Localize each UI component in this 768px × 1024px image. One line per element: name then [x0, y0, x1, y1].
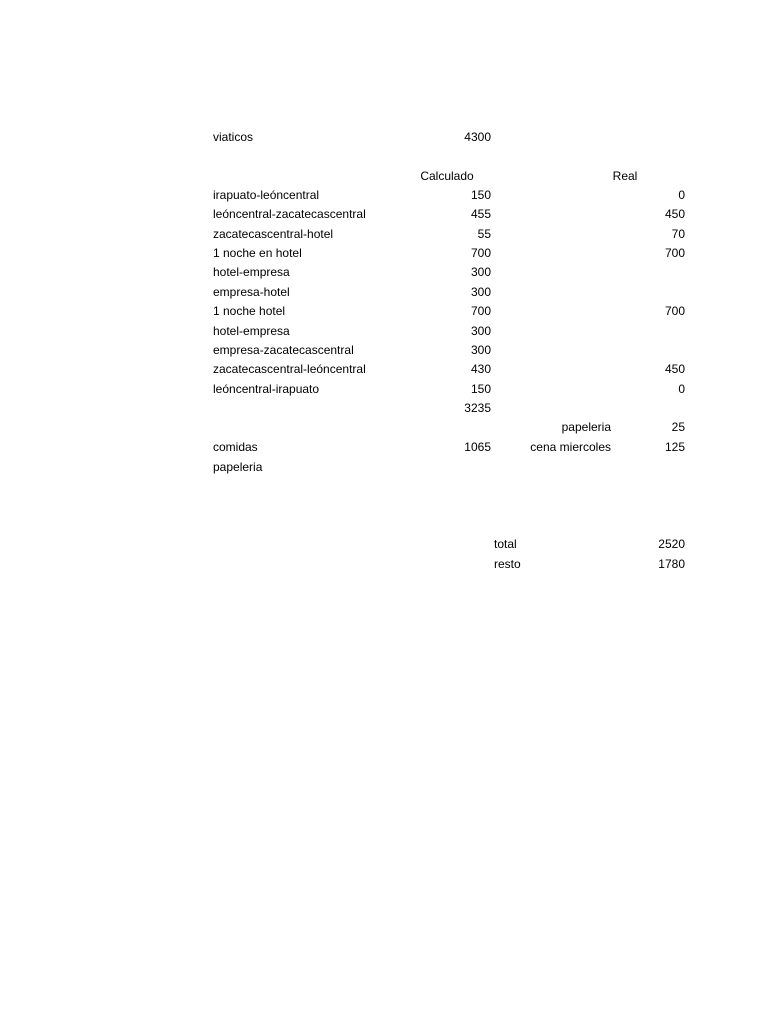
row-label: 1 noche hotel — [213, 304, 286, 318]
row-label: hotel-empresa — [213, 324, 290, 338]
row-real — [600, 322, 685, 341]
side-item-value: 25 — [671, 420, 685, 434]
row-calculado: 55 — [477, 227, 491, 241]
row-label: empresa-zacatecascentral — [213, 343, 354, 357]
row-calculado: 300 — [470, 324, 491, 338]
row-label: 1 noche en hotel — [213, 246, 302, 260]
row-label: leóncentral-zacatecascentral — [213, 207, 366, 221]
row-calculado: 300 — [470, 285, 491, 299]
row-calculado: 150 — [470, 382, 491, 396]
row-calculado: 455 — [470, 207, 491, 221]
row-real — [600, 283, 685, 302]
row-real: 0 — [678, 382, 685, 396]
total-label: total — [494, 537, 517, 551]
row-calculado: 150 — [470, 188, 491, 202]
row-real: 70 — [671, 227, 685, 241]
row-label: empresa-hotel — [213, 285, 290, 299]
viaticos-label: viaticos — [213, 130, 254, 144]
resto-label: resto — [494, 557, 521, 571]
row-label: zacatecascentral-hotel — [213, 227, 334, 241]
comidas-label: comidas — [213, 440, 258, 454]
side-item-value: 125 — [664, 440, 685, 454]
subtotal-calculado: 3235 — [464, 401, 491, 415]
side-item-label: cena miercoles — [530, 440, 611, 454]
resto-value: 1780 — [658, 557, 685, 571]
row-label: irapuato-leóncentral — [213, 188, 320, 202]
row-real — [600, 341, 685, 360]
row-label: leóncentral-irapuato — [213, 382, 320, 396]
header-real: Real — [612, 169, 638, 183]
row-calculado: 430 — [470, 362, 491, 376]
row-label: zacatecascentral-leóncentral — [213, 362, 366, 376]
row-calculado: 700 — [470, 304, 491, 318]
viaticos-value: 4300 — [464, 130, 491, 144]
papeleria-label: papeleria — [213, 460, 263, 474]
row-real: 450 — [664, 207, 685, 221]
row-real: 450 — [664, 362, 685, 376]
comidas-value: 1065 — [464, 440, 491, 454]
row-label: hotel-empresa — [213, 265, 290, 279]
row-real: 0 — [678, 188, 685, 202]
total-value: 2520 — [658, 537, 685, 551]
row-calculado: 700 — [470, 246, 491, 260]
row-real: 700 — [664, 304, 685, 318]
row-real — [600, 263, 685, 282]
row-calculado: 300 — [470, 265, 491, 279]
row-calculado: 300 — [470, 343, 491, 357]
side-item-label: papeleria — [561, 420, 611, 434]
header-calculado: Calculado — [420, 169, 474, 183]
row-real: 700 — [664, 246, 685, 260]
